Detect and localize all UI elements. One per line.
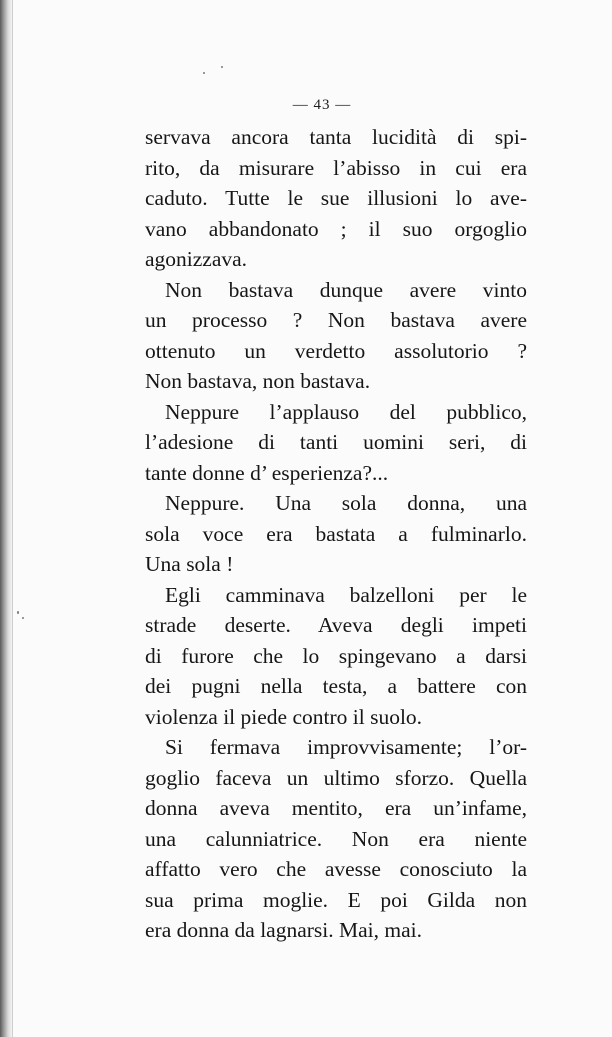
text-line: donna aveva mentito, era un’infame, (145, 796, 527, 820)
text-line: tante donne d’ esperienza?... (145, 460, 389, 485)
text-line: Una sola ! (145, 552, 234, 576)
text-line: servava ancora tanta lucidità di spi- (145, 125, 527, 149)
text-line: l’adesione di tanti uomini seri, di (145, 430, 527, 454)
body-text (145, 122, 527, 946)
text-line: di furore che lo spingevano a darsi (145, 643, 527, 668)
text-line: ottenuto un verdetto assolutorio ? (145, 338, 527, 363)
text-line: sola voce era bastata a fulminarlo. (145, 521, 527, 546)
text-line: affatto vero che avesse conosciuto la (145, 857, 527, 881)
paper-speck (203, 72, 205, 74)
paper-speck (221, 66, 223, 68)
text-line: vano abbandonato ; il suo orgoglio (145, 216, 527, 241)
text-line: rito, da misurare l’abisso in cui era (145, 155, 527, 180)
text-line: violenza il piede contro il suolo. (145, 704, 423, 729)
page-binding-edge (0, 0, 12, 1037)
text-line: un processo ? Non bastava avere (145, 308, 527, 332)
text-line: strade deserte. Aveva degli impeti (145, 613, 527, 637)
text-line: caduto. Tutte le sue illusioni lo ave- (145, 186, 527, 210)
text-line: Non bastava, non bastava. (145, 369, 371, 393)
page-binding-line (12, 0, 13, 1037)
text-line: era donna da lagnarsi. Mai, mai. (145, 918, 423, 942)
text-line: sua prima moglie. E poi Gilda non (145, 887, 527, 912)
paper-speck (17, 611, 19, 614)
text-line: Neppure. Una sola donna, una (165, 491, 527, 515)
text-line: dei pugni nella testa, a battere con (145, 674, 527, 698)
text-line: una calunniatrice. Non era niente (145, 826, 527, 851)
text-line: agonizzava. (145, 247, 248, 271)
text-line: Egli camminava balzelloni per le (165, 582, 527, 607)
text-line: Non bastava dunque avere vinto (165, 277, 527, 302)
text-line: Si fermava improvvisamente; l’or- (165, 735, 527, 759)
paper-speck (22, 617, 24, 619)
text-line: goglio faceva un ultimo sforzo. Quella (145, 765, 527, 790)
text-line: Neppure l’applauso del pubblico, (165, 399, 527, 424)
page-number: — 43 — (292, 97, 352, 113)
